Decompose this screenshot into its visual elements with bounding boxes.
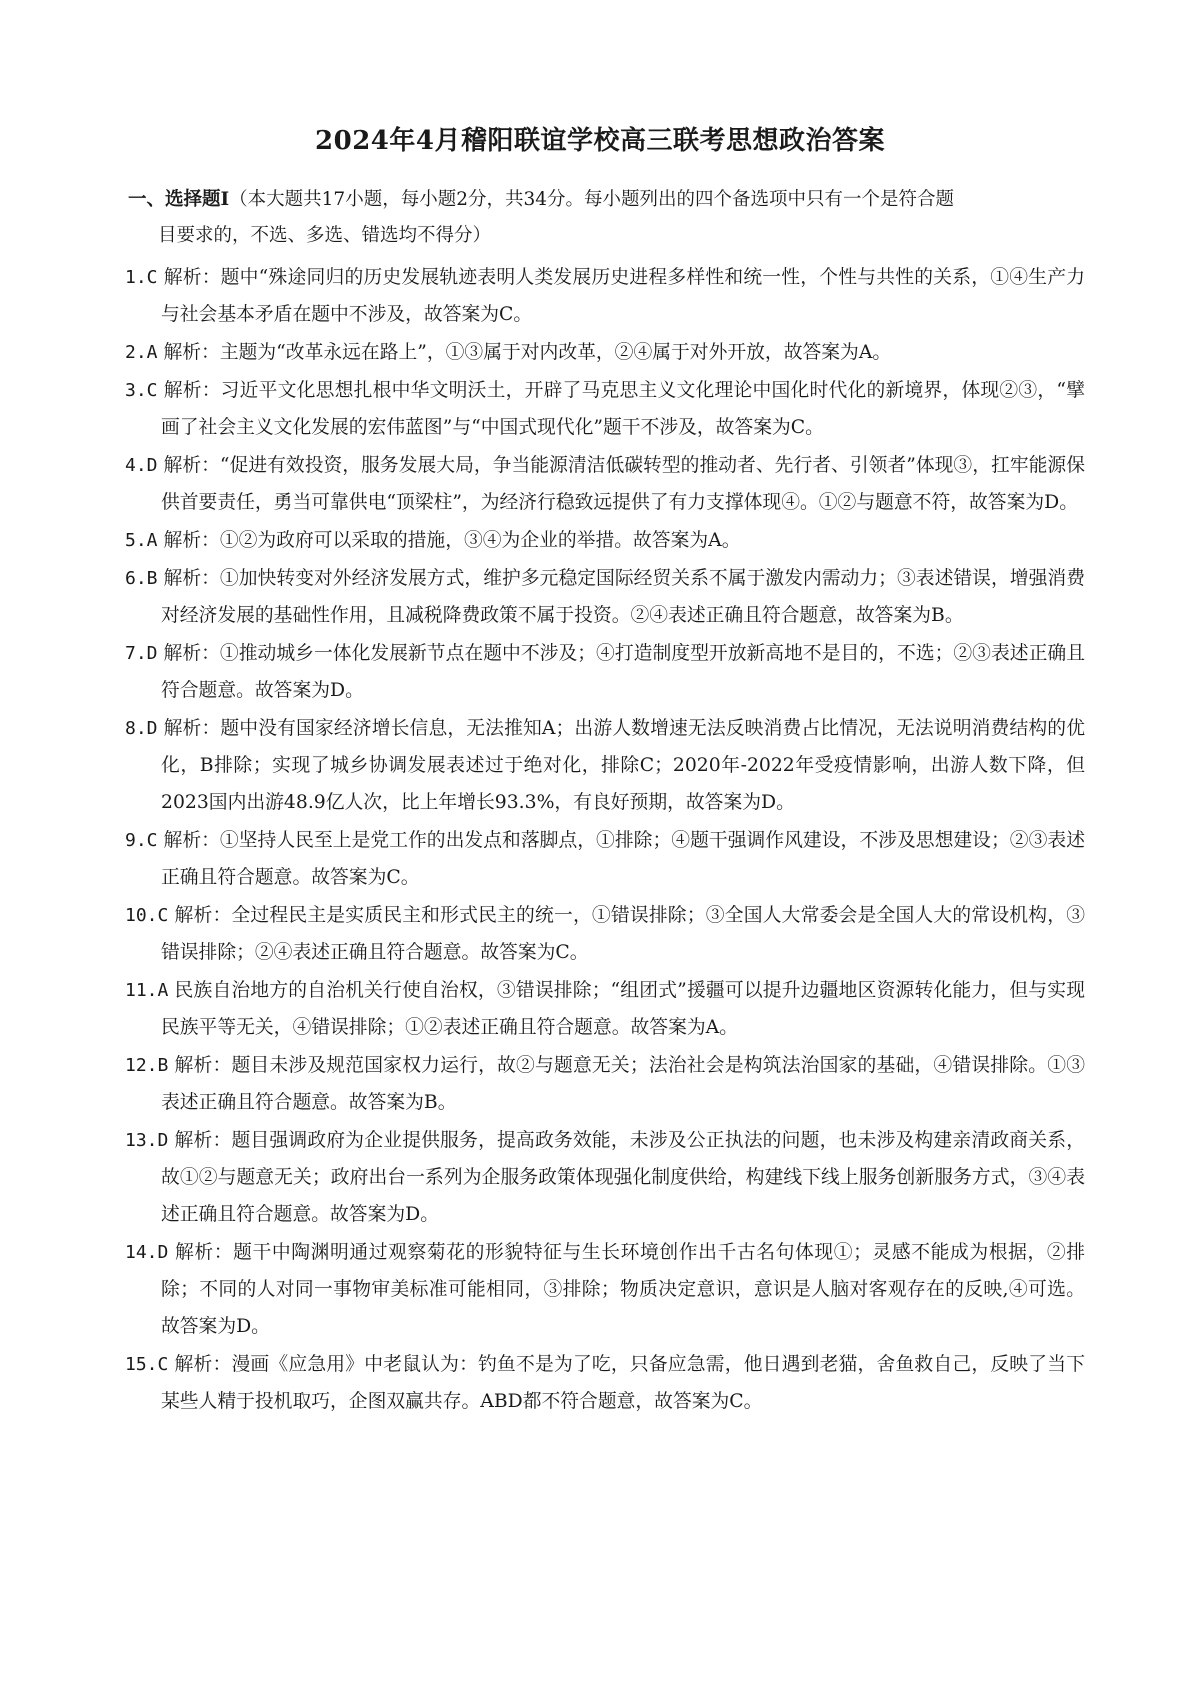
answer-number: 4.D: [125, 455, 158, 476]
answer-explanation: 解析：①坚持人民至上是党工作的出发点和落脚点，①排除；④题干强调作风建设，不涉及思想建设；②③表述正确且符合题意。故答案为C。: [161, 830, 1085, 888]
answer-item-1: [125, 259, 1085, 333]
answer-number: 15.C: [125, 1354, 169, 1375]
answer-explanation: 解析：①加快转变对外经济发展方式，维护多元稳定国际经贸关系不属于激发内需动力；③表述错误，增强消费对经济发展的基础性作用，且减税降费政策不属于投资。②④表述正确且符合题意，故答案为B。: [161, 568, 1085, 626]
answer-item-7: [125, 635, 1085, 709]
answer-number: 11.A: [125, 980, 169, 1001]
answer-list: [125, 259, 1085, 1421]
answer-number: 7.D: [125, 643, 158, 664]
answer-item-4: [125, 447, 1085, 521]
answer-explanation: 解析：主题为“改革永远在路上”，①③属于对内改革，②④属于对外开放，故答案为A。: [163, 342, 892, 363]
section-heading: 一、选择题Ⅰ: [128, 189, 230, 210]
answer-explanation: 解析：题中没有国家经济增长信息，无法推知A；出游人数增速无法反映消费占比情况，无法说明消费结构的优化，B排除；实现了城乡协调发展表述过于绝对化，排除C；2020年-2022年受疫情影响，出游人数下降，但2023国内出游48.9亿人次，比上年增长93.3%，有良好预期，故答案为D。: [161, 718, 1085, 813]
answer-number: 3.C: [125, 380, 158, 401]
section-instructions-line1: （本大题共17小题，每小题2分，共34分。每小题列出的四个备选项中只有一个是符合题: [229, 189, 955, 210]
answer-explanation: 民族自治地方的自治机关行使自治权，③错误排除；“组团式”援疆可以提升边疆地区资源转化能力，但与实现民族平等无关，④错误排除；①②表述正确且符合题意。故答案为A。: [161, 980, 1085, 1038]
answer-number: 13.D: [125, 1130, 169, 1151]
answer-explanation: 解析：全过程民主是实质民主和形式民主的统一，①错误排除；③全国人大常委会是全国人大的常设机构，③错误排除；②④表述正确且符合题意。故答案为C。: [161, 905, 1085, 963]
answer-number: 10.C: [125, 905, 169, 926]
answer-number: 12.B: [125, 1055, 169, 1076]
document-title: 2024年4月稽阳联谊学校高三联考思想政治答案: [315, 126, 885, 156]
answer-explanation: 解析：“促进有效投资，服务发展大局，争当能源清洁低碳转型的推动者、先行者、引领者”体现③，扛牢能源保供首要责任，勇当可靠供电“顶梁柱”，为经济行稳致远提供了有力支撑体现④。①②与题意不符，故答案为D。: [161, 455, 1085, 513]
answer-explanation: 解析：题目未涉及规范国家权力运行，故②与题意无关；法治社会是构筑法治国家的基础，④错误排除。①③表述正确且符合题意。故答案为B。: [161, 1055, 1085, 1113]
answer-number: 6.B: [125, 568, 158, 589]
answer-number: 1.C: [125, 267, 158, 288]
answer-explanation: 解析：题干中陶渊明通过观察菊花的形貌特征与生长环境创作出千古名句体现①；灵感不能成为根据，②排除；不同的人对同一事物审美标准可能相同，③排除；物质决定意识，意识是人脑对客观存在的反映,④可选。故答案为D。: [161, 1242, 1085, 1337]
answer-number: 9.C: [125, 830, 158, 851]
answer-explanation: 解析：①②为政府可以采取的措施，③④为企业的举措。故答案为A。: [163, 530, 741, 551]
answer-item-14: [125, 1234, 1085, 1345]
answer-item-15: [125, 1346, 1085, 1420]
answer-explanation: 解析：习近平文化思想扎根中华文明沃土，开辟了马克思主义文化理论中国化时代化的新境界，体现②③，“擘画了社会主义文化发展的宏伟蓝图”与“中国式现代化”题干不涉及，故答案为C。: [161, 380, 1085, 438]
answer-item-6: [125, 560, 1085, 634]
answer-item-9: [125, 822, 1085, 896]
section-instructions-line2: 目要求的，不选、多选、错选均不得分）: [158, 225, 492, 246]
answer-number: 5.A: [125, 530, 158, 551]
section-heading-line: [128, 182, 1078, 218]
answer-number: 2.A: [125, 342, 158, 363]
answer-item-10: [125, 897, 1085, 971]
answer-number: 14.D: [125, 1242, 169, 1263]
answer-item-8: [125, 710, 1085, 821]
answer-item-5: [125, 522, 1085, 559]
answer-explanation: 解析：题中“殊途同归的历史发展轨迹表明人类发展历史进程多样性和统一性，个性与共性的关系，①④生产力与社会基本矛盾在题中不涉及，故答案为C。: [161, 267, 1085, 325]
answer-item-11: [125, 972, 1085, 1046]
section-header: [128, 182, 1078, 254]
answer-explanation: 解析：①推动城乡一体化发展新节点在题中不涉及；④打造制度型开放新高地不是目的，不选；②③表述正确且符合题意。故答案为D。: [161, 643, 1085, 701]
answer-number: 8.D: [125, 718, 158, 739]
answer-explanation: 解析：漫画《应急用》中老鼠认为：钓鱼不是为了吃，只备应急需，他日遇到老猫，舍鱼救自己，反映了当下某些人精于投机取巧，企图双赢共存。ABD都不符合题意，故答案为C。: [161, 1354, 1085, 1412]
answer-item-2: [125, 334, 1085, 371]
answer-item-3: [125, 372, 1085, 446]
answer-explanation: 解析：题目强调政府为企业提供服务，提高政务效能，未涉及公正执法的问题，也未涉及构建亲清政商关系，故①②与题意无关；政府出台一系列为企服务政策体现强化制度供给，构建线下线上服务创新服务方式，③④表述正确且符合题意。故答案为D。: [161, 1130, 1085, 1225]
answer-item-13: [125, 1122, 1085, 1233]
answer-item-12: [125, 1047, 1085, 1121]
